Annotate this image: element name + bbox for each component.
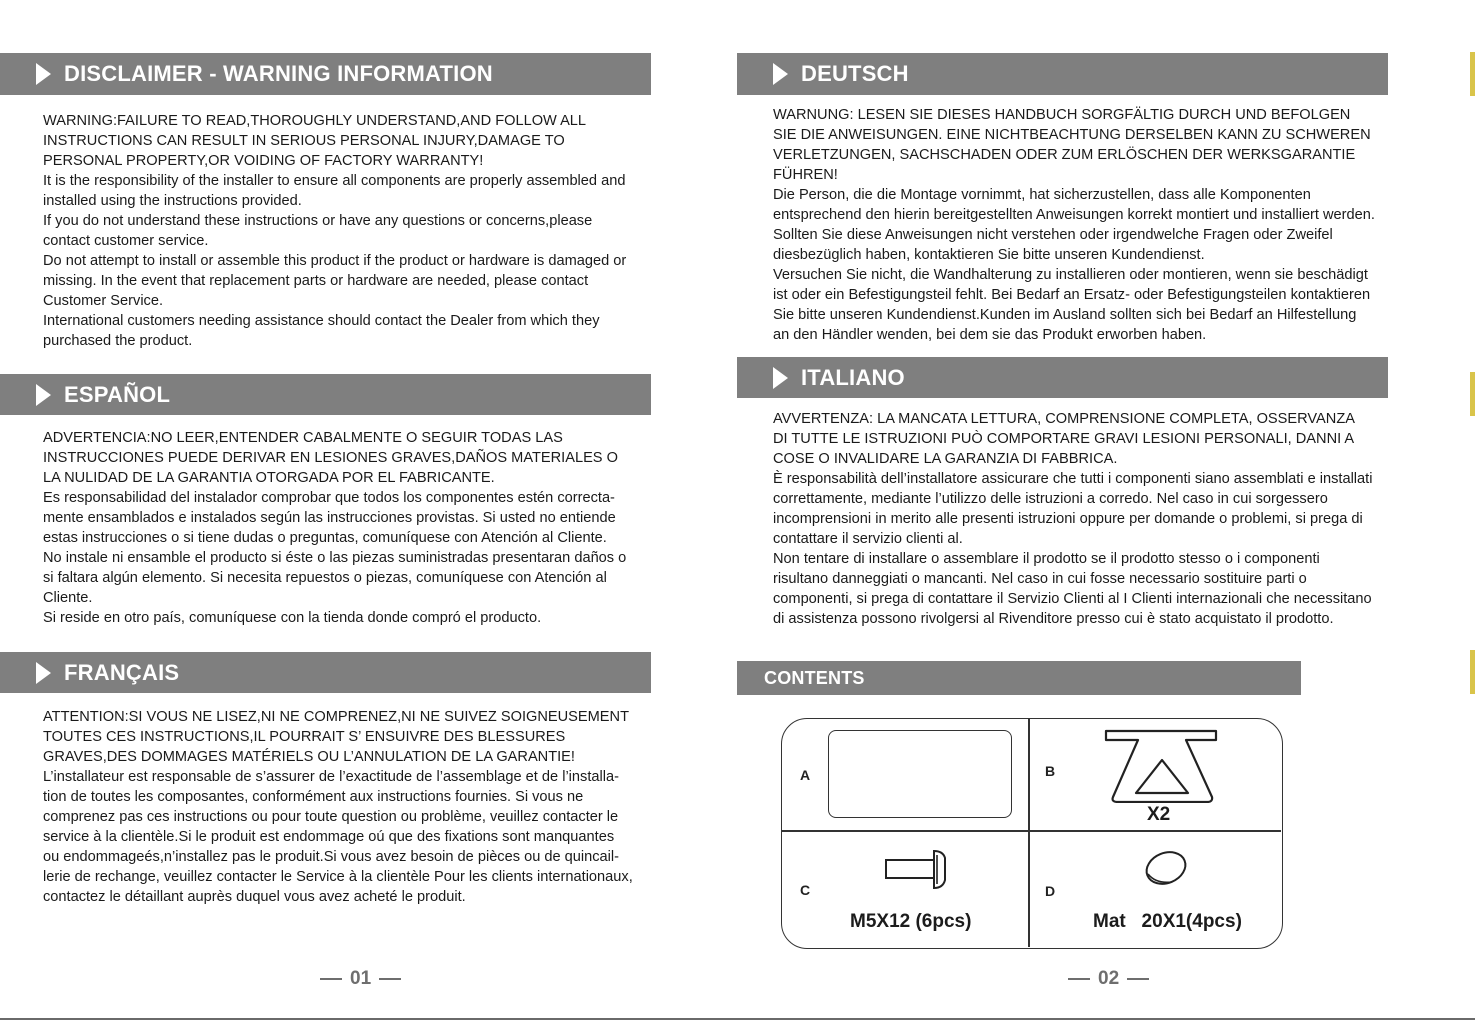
text-line: ou endommageés,n’installez pas le produit.Si vous avez besoin de pièces ou de quincail- (43, 849, 619, 865)
text-line: di assistenza possono rivolgersi al Rivenditore presso cui è stato acquistato il prodotto. (773, 611, 1334, 627)
mat-pad-icon (1142, 849, 1190, 887)
page-bottom-border (0, 1018, 1475, 1020)
item-letter-a: A (800, 767, 811, 783)
text-line: risultano danneggiati o mancanti. Nel caso in cui fosse necessario sostituire parti o (773, 571, 1307, 587)
text-line: Cliente. (43, 590, 93, 606)
text-line: Die Person, die die Montage vornimmt, hat sicherzustellen, dass alle Komponenten (773, 187, 1311, 203)
triangle-bullet-icon (36, 384, 51, 406)
page-number-right (1068, 968, 1149, 990)
espanol-header (0, 374, 651, 415)
text-line: Non tentare di installare o assemblare il prodotto se il prodotto stesso o i componenti (773, 551, 1320, 567)
text-line: Do not attempt to install or assemble this product if the product or hardware is damaged or (43, 253, 627, 269)
screw-icon (885, 849, 949, 891)
text-line: componenti, si prega di contattare il Servizio Clienti al I Clienti internazionali che necessitano (773, 591, 1372, 607)
edge-mark (1470, 372, 1475, 416)
text-line: diesbezüglich haben, kontaktieren Sie bitte unseren Kundendienst. (773, 247, 1205, 263)
text-line: an den Händler wenden, bei dem sie das Produkt erworben haben. (773, 327, 1207, 343)
text-line: COSE O INVALIDARE LA GARANZIA DI FABBRICA. (773, 451, 1118, 467)
text-line: entsprechend den hierin bereitgestellten Anweisungen korrekt montiert und installiert werden. (773, 207, 1375, 223)
contents-title: CONTENTS (764, 667, 865, 688)
text-line: If you do not understand these instructions or have any questions or concerns,please (43, 213, 593, 229)
item-letter-c: C (800, 882, 811, 898)
italiano-title: ITALIANO (801, 364, 905, 390)
text-line: contactez le détaillant auprès duquel vous avez acheté le produit. (43, 889, 466, 905)
francais-header (0, 652, 651, 693)
bracket-icon (1102, 727, 1222, 803)
text-line: Customer Service. (43, 293, 164, 309)
text-line: INSTRUCTIONS CAN RESULT IN SERIOUS PERSONAL INJURY,DAMAGE TO (43, 133, 565, 149)
text-line: International customers needing assistance should contact the Dealer from which they (43, 313, 600, 329)
text-line: PERSONAL PROPERTY,OR VOIDING OF FACTORY WARRANTY! (43, 153, 484, 169)
text-line: It is the responsibility of the installer to ensure all components are properly assembled and (43, 173, 626, 189)
text-line: L’installateur est responsable de s’assurer de l’exactitude de l’assemblage et de l’installa- (43, 769, 619, 785)
text-line: mente ensamblados e instalados según las instrucciones provistas. Si usted no entiende (43, 510, 616, 526)
disclaimer-header (0, 53, 651, 95)
text-line: No instale ni ensamble el producto si éste o las piezas suministradas presentaran daños o (43, 550, 627, 566)
triangle-bullet-icon (773, 367, 788, 389)
text-line: SIE DIE ANWEISUNGEN. EINE NICHTBEACHTUNG DERSELBEN KANN ZU SCHWEREN (773, 127, 1371, 143)
italiano-text (773, 409, 1372, 629)
text-line: comprenez pas ces instructions ou pour toute question ou problème, veuillez contacter le (43, 809, 619, 825)
text-line: È responsabilità dell’installatore assicurare che tutti i componenti siano assemblati e installati (773, 471, 1373, 487)
text-line: installed using the instructions provided. (43, 193, 302, 209)
dash-decoration (320, 978, 342, 980)
text-line: TOUTES CES INSTRUCTIONS,IL POURRAIT S’ ENSUIVRE DES BLESSURES (43, 729, 566, 745)
text-line: Si reside en otro país, comuníquese con la tienda donde compró el producto. (43, 610, 542, 626)
text-line: si faltara algún elemento. Si necesita repuestos o piezas, comuníquese con Atención al (43, 570, 607, 586)
text-line: estas instrucciones o si tiene dudas o preguntas, comuníquese con Atención al Cliente. (43, 530, 607, 546)
text-line: VERLETZUNGEN, SACHSCHADEN ODER ZUM ERLÖSCHEN DER WERKSGARANTIE (773, 147, 1356, 163)
item-letter-d: D (1045, 883, 1056, 899)
dash-decoration (1068, 978, 1090, 980)
wall-plate-icon (828, 730, 1012, 818)
contents-header (737, 661, 1301, 695)
page-number-left (320, 968, 401, 990)
text-line: ATTENTION:SI VOUS NE LISEZ,NI NE COMPRENEZ,NI NE SUIVEZ SOIGNEUSEMENT (43, 709, 629, 725)
text-line: Versuchen Sie nicht, die Wandhalterung zu installieren oder montieren, wenn sie beschädigt (773, 267, 1368, 283)
page-number-value: 01 (350, 968, 372, 989)
text-line: LA NULIDAD DE LA GARANTIA OTORGADA POR EL FABRICANTE. (43, 470, 495, 486)
text-line: ADVERTENCIA:NO LEER,ENTENDER CABALMENTE O SEGUIR TODAS LAS (43, 430, 563, 446)
text-line: AVVERTENZA: LA MANCATA LETTURA, COMPRENSIONE COMPLETA, OSSERVANZA (773, 411, 1355, 427)
contents-box (781, 718, 1283, 949)
dash-decoration (1127, 978, 1149, 980)
text-line: contact customer service. (43, 233, 209, 249)
text-line: tion de toutes les composantes, conformément aux instructions fournies. Si vous ne (43, 789, 584, 805)
text-line: INSTRUCCIONES PUEDE DERIVAR EN LESIONES GRAVES,DAÑOS MATERIALES O (43, 450, 618, 466)
francais-title: FRANÇAIS (64, 659, 180, 685)
divider-horizontal (782, 830, 1281, 832)
item-letter-b: B (1045, 763, 1056, 779)
text-line: lerie de rechange, veuillez contacter le Service à la clientèle Pour les clients internationaux, (43, 869, 633, 885)
text-line: WARNUNG: LESEN SIE DIESES HANDBUCH SORGFÄLTIG DURCH UND BEFOLGEN (773, 107, 1351, 123)
triangle-bullet-icon (36, 63, 51, 85)
edge-mark (1470, 650, 1475, 694)
text-line: WARNING:FAILURE TO READ,THOROUGHLY UNDERSTAND,AND FOLLOW ALL (43, 113, 587, 129)
espanol-text (43, 428, 626, 628)
divider-vertical (1028, 719, 1030, 947)
dash-decoration (379, 978, 401, 980)
espanol-title: ESPAÑOL (64, 381, 171, 407)
item-caption-c: M5X12 (6pcs) (850, 911, 972, 932)
deutsch-text (773, 105, 1375, 345)
disclaimer-text (43, 111, 626, 351)
text-line: Sollten Sie diese Anweisungen nicht verstehen oder irgendwelche Fragen oder Zweifel (773, 227, 1333, 243)
item-caption-b: X2 (1147, 804, 1171, 825)
text-line: missing. In the event that replacement parts or hardware are needed, please contact (43, 273, 589, 289)
text-line: service à la clientèle.Si le produit est endommage oú que des fixations sont manquantes (43, 829, 615, 845)
text-line: contattare il servizio clienti al. (773, 531, 963, 547)
text-line: purchased the product. (43, 333, 193, 349)
item-caption-d: Mat 20X1(4pcs) (1093, 911, 1242, 932)
text-line: incomprensioni in merito alle presenti istruzioni oppure per domande o problemi, si prega di (773, 511, 1363, 527)
deutsch-header (737, 53, 1388, 95)
page-number-value: 02 (1098, 968, 1120, 989)
disclaimer-title: DISCLAIMER - WARNING INFORMATION (64, 61, 493, 86)
text-line: GRAVES,DES DOMMAGES MATÉRIELS OU L’ANNULATION DE LA GARANTIE! (43, 749, 575, 765)
text-line: ist oder ein Befestigungsteil fehlt. Bei Bedarf an Ersatz- oder Befestigungsteilen kontaktieren (773, 287, 1371, 303)
text-line: FÜHREN! (773, 167, 838, 183)
text-line: Sie bitte unseren Kundendienst.Kunden im Ausland sollten sich bei Bedarf an Hilfestellung (773, 307, 1357, 323)
text-line: correttamente, mediante l’utilizzo delle istruzioni a corredo. Nel caso in cui sorgessero (773, 491, 1328, 507)
text-line: DI TUTTE LE ISTRUZIONI PUÒ COMPORTARE GRAVI LESIONI PERSONALI, DANNI A (773, 431, 1355, 447)
francais-text (43, 707, 633, 907)
text-line: Es responsabilidad del instalador comprobar que todos los componentes estén correcta- (43, 490, 615, 506)
edge-mark (1470, 52, 1475, 96)
italiano-header (737, 357, 1388, 398)
deutsch-title: DEUTSCH (801, 61, 909, 86)
triangle-bullet-icon (36, 662, 51, 684)
triangle-bullet-icon (773, 63, 788, 85)
